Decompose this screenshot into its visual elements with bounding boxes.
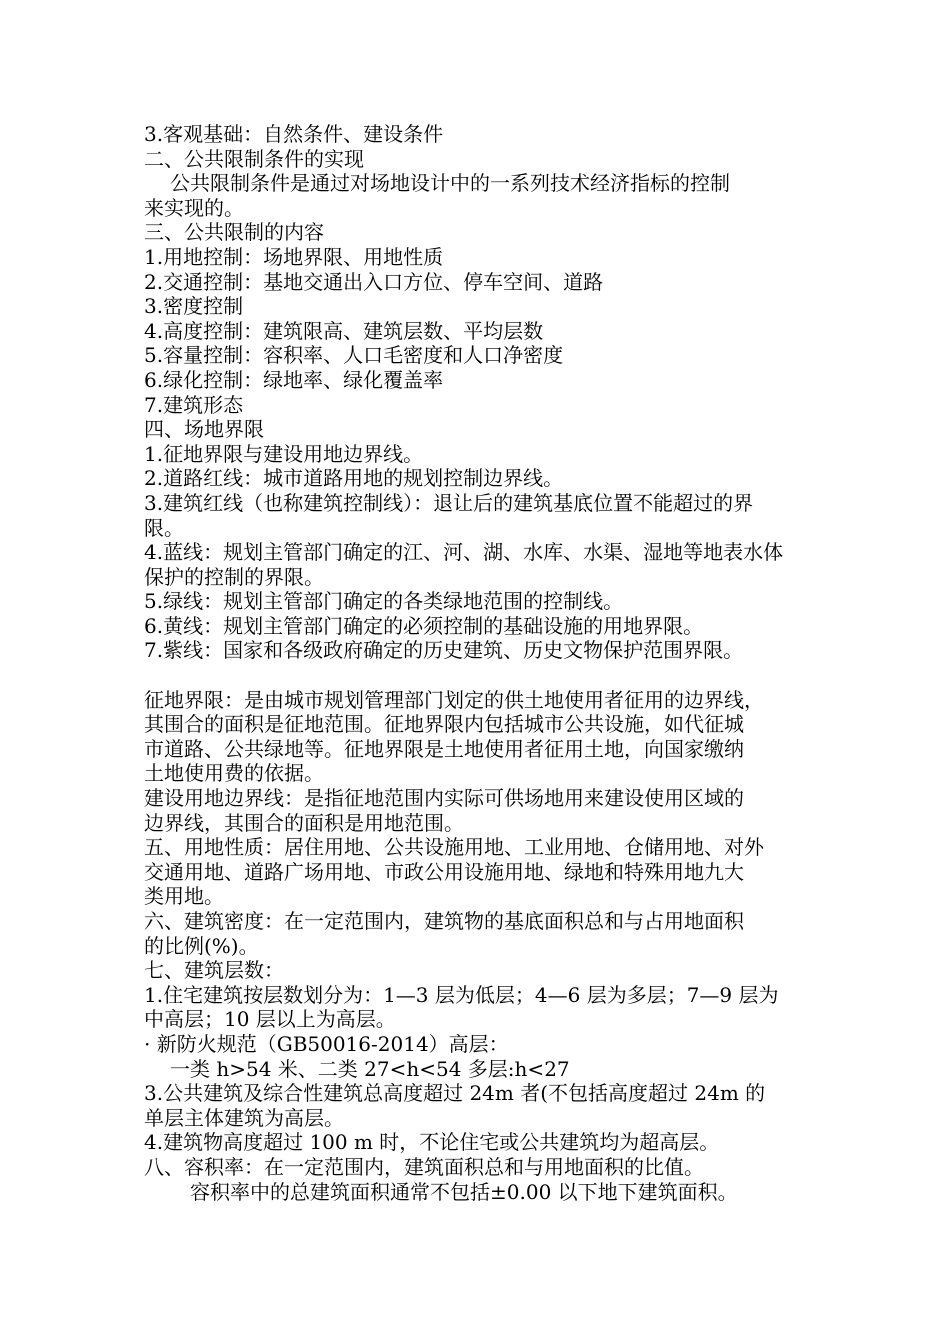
list-item: 2.交通控制：基地交通出入口方位、停车空间、道路 xyxy=(144,269,604,294)
text-line: 边界线，其围合的面积是用地范围。 xyxy=(144,810,464,835)
heading-section-7: 七、建筑层数： xyxy=(144,958,284,983)
list-item: 4.蓝线：规划主管部门确定的江、河、湖、水库、水渠、湿地等地表水体 xyxy=(144,540,784,565)
text-line: 限。 xyxy=(144,515,184,540)
bullet-item: · 新防火规范（GB50016-2014）高层： xyxy=(144,1031,509,1056)
heading-section-3: 三、公共限制的内容 xyxy=(144,220,324,245)
text-line: 土地使用费的依据。 xyxy=(144,761,324,786)
text-line: 征地界限：是由城市规划管理部门划定的供土地使用者征用的边界线， xyxy=(144,687,764,712)
text-line: 来实现的。 xyxy=(144,195,244,220)
list-item: 7.建筑形态 xyxy=(144,392,244,417)
document-body xyxy=(144,122,824,1204)
list-item: 3.建筑红线（也称建筑控制线）：退让后的建筑基底位置不能超过的界 xyxy=(144,490,754,515)
list-item: 1.住宅建筑按层数划分为：1—3 层为低层；4—6 层为多层；7—9 层为 xyxy=(144,982,779,1007)
heading-section-2: 二、公共限制条件的实现 xyxy=(144,146,364,171)
text-line: 交通用地、道路广场用地、市政公用设施用地、绿地和特殊用地九大 xyxy=(144,859,744,884)
text-line: 保护的控制的界限。 xyxy=(144,564,324,589)
text-line: 一类 h>54 米、二类 27<h<54 多层:h<27 xyxy=(170,1056,570,1081)
text-line: 单层主体建筑为高层。 xyxy=(144,1105,344,1130)
text-line: 其围合的面积是征地范围。征地界限内包括城市公共设施，如代征城 xyxy=(144,712,744,737)
list-item: 5.绿线：规划主管部门确定的各类绿地范围的控制线。 xyxy=(144,589,624,614)
list-item: 7.紫线：国家和各级政府确定的历史建筑、历史文物保护范围界限。 xyxy=(144,638,744,663)
heading-section-6: 六、建筑密度：在一定范围内，建筑物的基底面积总和与占用地面积 xyxy=(144,909,744,933)
heading-section-8: 八、容积率：在一定范围内，建筑面积总和与用地面积的比值。 xyxy=(144,1154,704,1179)
list-item: 2.道路红线：城市道路用地的规划控制边界线。 xyxy=(144,466,564,491)
list-item: 4.建筑物高度超过 100 m 时，不论住宅或公共建筑均为超高层。 xyxy=(144,1130,720,1155)
list-item: 6.黄线：规划主管部门确定的必须控制的基础设施的用地界限。 xyxy=(144,613,704,638)
heading-section-4: 四、场地界限 xyxy=(144,417,264,442)
list-item: 3.密度控制 xyxy=(144,294,244,319)
list-item: 6.绿化控制：绿地率、绿化覆盖率 xyxy=(144,367,444,392)
list-item: 3.公共建筑及综合性建筑总高度超过 24m 者(不包括高度超过 24m 的 xyxy=(144,1081,766,1106)
text-line: 中高层；10 层以上为高层。 xyxy=(144,1007,396,1032)
text-line: 的比例(%)。 xyxy=(144,933,259,958)
list-item: 5.容量控制：容积率、人口毛密度和人口净密度 xyxy=(144,343,564,368)
list-item: 4.高度控制：建筑限高、建筑层数、平均层数 xyxy=(144,318,544,343)
list-item: 1.征地界限与建设用地边界线。 xyxy=(144,441,424,466)
text-line: 公共限制条件是通过对场地设计中的一系列技术经济指标的控制 xyxy=(170,171,730,196)
heading-section-5: 五、用地性质：居住用地、公共设施用地、工业用地、仓储用地、对外 xyxy=(144,835,764,860)
text-line-basis: 3.客观基础：自然条件、建设条件 xyxy=(144,122,444,146)
blank-line xyxy=(144,663,824,688)
text-line: 建设用地边界线：是指征地范围内实际可供场地用来建设使用区域的 xyxy=(144,786,744,811)
text-line: 类用地。 xyxy=(144,884,224,909)
text-line: 市道路、公共绿地等。征地界限是土地使用者征用土地，向国家缴纳 xyxy=(144,736,744,761)
text-line: 容积率中的总建筑面积通常不包括±0.00 以下地下建筑面积。 xyxy=(190,1179,738,1204)
list-item: 1.用地控制：场地界限、用地性质 xyxy=(144,244,444,269)
